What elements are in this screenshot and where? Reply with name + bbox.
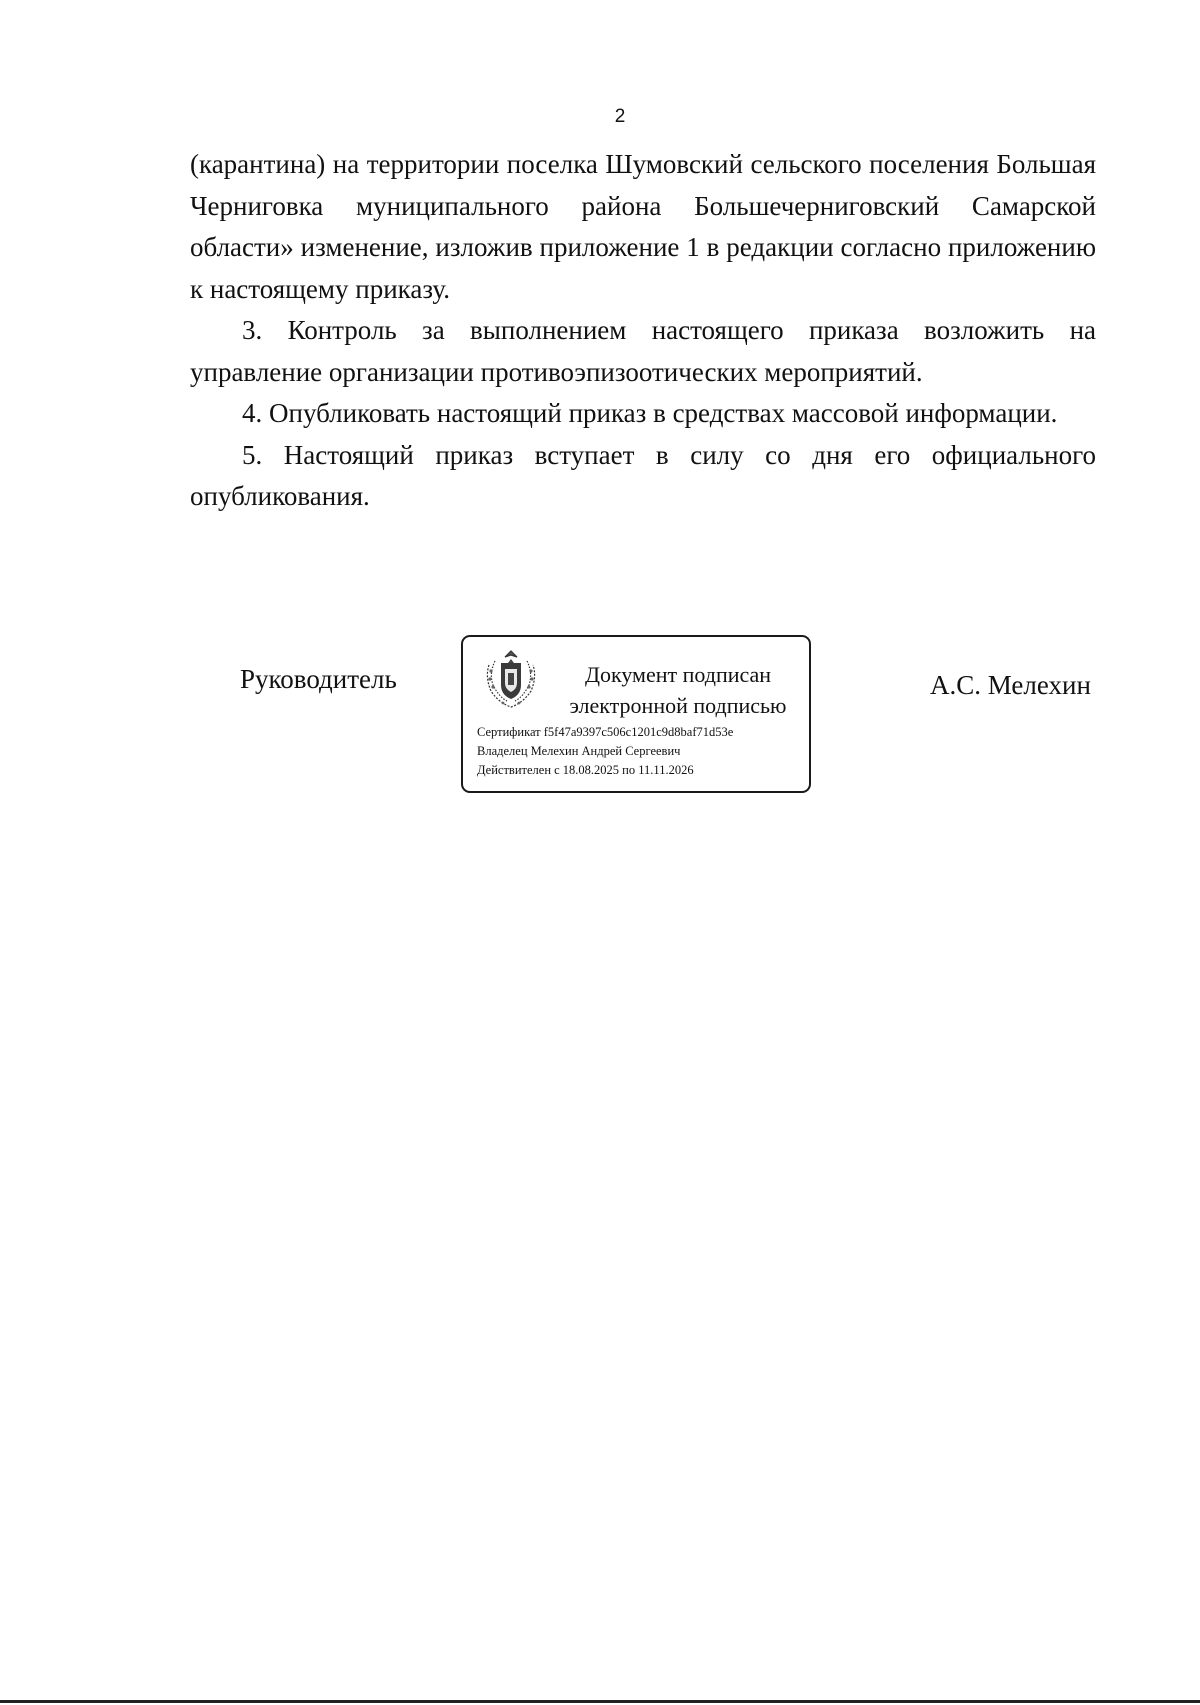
signer-name: А.С. Мелехин <box>930 670 1091 700</box>
stamp-title-line-1: Документ подписан <box>584 662 772 687</box>
stamp-details <box>477 723 807 780</box>
document-body <box>190 144 1096 518</box>
paragraph-item-5: 5. Настоящий приказ вступает в силу со дня его официального опубликования. <box>190 439 1096 511</box>
stamp-title <box>553 659 803 721</box>
paragraph-continuation: (карантина) на территории поселка Шумовский сельского поселения Большая Черниговка муниципального района Большечерниговский Самарской области» изменение, изложив приложение 1 в редакции согласно приложению к настоящему приказу. <box>190 149 1096 304</box>
stamp-certificate: Сертификат f5f47a9397c506c1201c9d8baf71d53e <box>477 725 734 739</box>
paragraph-item-4: 4. Опубликовать настоящий приказ в средствах массовой информации. <box>242 398 1058 428</box>
paragraph-item-3: 3. Контроль за выполнением настоящего приказа возложить на управление организации противоэпизоотических мероприятий. <box>190 315 1096 387</box>
coat-of-arms-icon <box>481 647 541 711</box>
stamp-owner: Владелец Мелехин Андрей Сергеевич <box>477 744 681 758</box>
bottom-edge-line <box>0 1700 1200 1703</box>
electronic-signature-stamp <box>461 635 811 793</box>
signer-position: Руководитель <box>240 664 397 694</box>
page-number: 2 <box>614 106 626 127</box>
stamp-title-line-2: электронной подписью <box>569 693 787 718</box>
stamp-validity: Действителен с 18.08.2025 по 11.11.2026 <box>477 763 694 777</box>
